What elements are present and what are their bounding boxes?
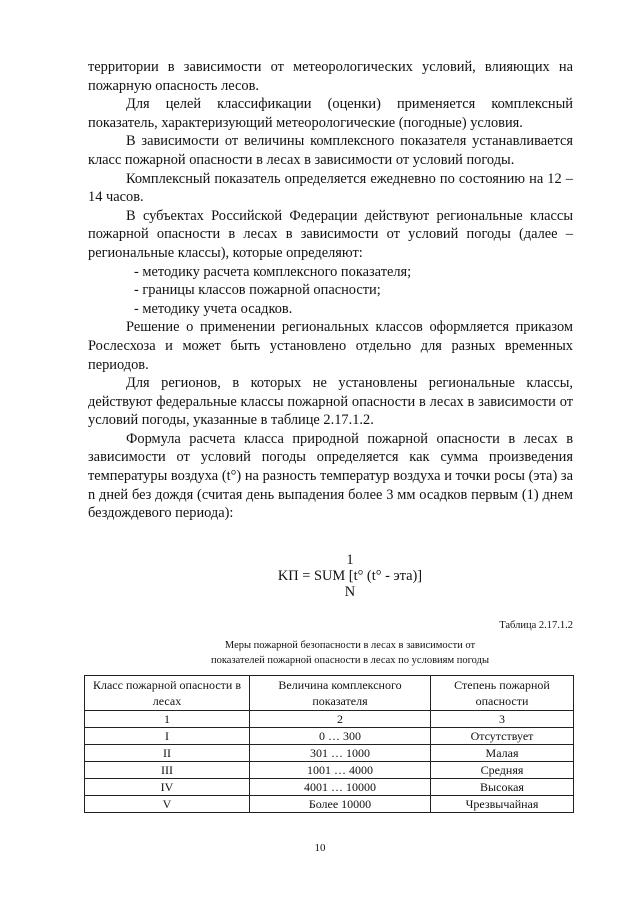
table-numbering-row [85,711,574,728]
paragraph: Решение о применении региональных классов оформляется приказом Рослесхоза и может быть установлено отдельно для разных временных периодов. [88,319,573,373]
table-cell: II [85,745,250,762]
table-cell: Более 10000 [250,796,431,813]
table-row [85,728,574,745]
table-cell: 2 [250,711,431,728]
table-cell: Высокая [431,779,574,796]
table-cell: III [85,762,250,779]
column-header: Класс пожарной опасности в лесах [85,676,250,711]
paragraph: В субъектах Российской Федерации действуют региональные классы пожарной опасности в лесах в зависимости от условий погоды (далее – региональные классы), которые определяют: [88,207,573,261]
table-cell: V [85,796,250,813]
table-cell: Малая [431,745,574,762]
list-item: - границы классов пожарной опасности; [134,282,381,299]
table-cell: Отсутствует [431,728,574,745]
list-item: - методику расчета комплексного показателя; [134,263,412,280]
paragraph: Для целей классификации (оценки) применяется комплексный показатель, характеризующий метеорологические (погодные) условия. [88,96,573,131]
paragraph: Формула расчета класса природной пожарной опасности в лесах в зависимости от условий погоды определяется как сумма произведения температуры воздуха (t°) на разность температур воздуха и точки росы (эта) за n дней без дождя (считая день выпадения более 3 мм осадков первым (1) днем бездождевого периода): [88,430,573,522]
paragraph: территории в зависимости от метеорологических условий, влияющих на пожарную опасность лесов. [88,59,573,94]
list-item: - методику учета осадков. [134,300,293,317]
table-row [85,796,574,813]
table-cell: 0 … 300 [250,728,431,745]
table-cell: IV [85,779,250,796]
table-cell: I [85,728,250,745]
column-header: Величина комплексного показателя [250,676,431,711]
table-cell: 3 [431,711,574,728]
table-cell: 301 … 1000 [250,745,431,762]
paragraph: Для регионов, в которых не установлены региональные классы, действуют федеральные классы пожарной опасности в лесах в зависимости от условий погоды, указанные в таблице 2.17.1.2. [88,375,573,429]
table-cell: Чрезвычайная [431,796,574,813]
table-cell: Средняя [431,762,574,779]
table-row [85,745,574,762]
table-caption-line: Меры пожарной безопасности в лесах в зависимости от [224,640,476,651]
table-cell: 1001 … 4000 [250,762,431,779]
formula-main: KП = SUM [t° (t° - эта)] [277,568,423,584]
table-caption-line: показателей пожарной опасности в лесах по условиям погоды [211,655,489,666]
formula-subscript: N [344,584,356,600]
page-number: 10 [314,842,326,854]
table-cell: 1 [85,711,250,728]
formula [270,552,430,600]
table-row [85,762,574,779]
column-header: Степень пожарной опасности [431,676,574,711]
paragraph: Комплексный показатель определяется ежедневно по состоянию на 12 – 14 часов. [88,170,573,206]
table-row [85,779,574,796]
formula-superscript: 1 [346,552,354,568]
table-caption [140,638,560,668]
body-text [88,58,573,523]
table-cell: 4001 … 10000 [250,779,431,796]
table-header-row [85,676,574,711]
table-number: Таблица 2.17.1.2 [499,620,573,631]
paragraph: В зависимости от величины комплексного показателя устанавливается класс пожарной опасности в лесах в зависимости от условий погоды. [88,133,573,168]
fire-danger-table [84,675,574,813]
